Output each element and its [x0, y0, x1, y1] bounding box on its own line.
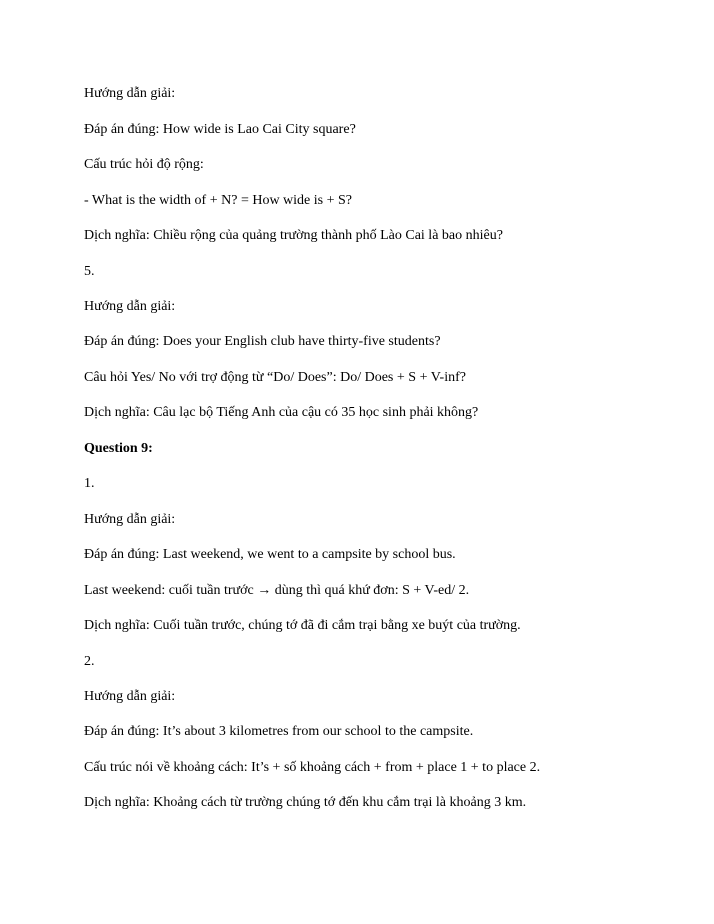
guide-heading: Hướng dẫn giải:: [84, 86, 176, 101]
translation-line: Dịch nghĩa: Cuối tuần trước, chúng tớ đã đi cắm trại bằng xe buýt của trường.: [84, 618, 521, 633]
structure-line: Cấu trúc nói về khoảng cách: It’s + số khoảng cách + from + place 1 + to place 2.: [84, 760, 541, 775]
structure-line: Cấu trúc hỏi độ rộng:: [84, 157, 204, 172]
answer-line: Đáp án đúng: Does your English club have thirty-five students?: [84, 334, 441, 349]
structure-detail: - What is the width of + N? = How wide is + S?: [84, 193, 353, 208]
structure-line: Câu hỏi Yes/ No với trợ động từ “Do/ Does”: Do/ Does + S + V-inf?: [84, 370, 466, 385]
item-number: 5.: [84, 264, 95, 279]
translation-line: Dịch nghĩa: Khoảng cách từ trường chúng tớ đến khu cắm trại là khoảng 3 km.: [84, 795, 527, 810]
guide-heading: Hướng dẫn giải:: [84, 512, 176, 527]
guide-heading: Hướng dẫn giải:: [84, 689, 176, 704]
arrow-right-icon: →: [257, 583, 272, 598]
answer-line: Đáp án đúng: Last weekend, we went to a campsite by school bus.: [84, 547, 456, 562]
item-number: 2.: [84, 654, 95, 669]
answer-line: Đáp án đúng: It’s about 3 kilometres from our school to the campsite.: [84, 724, 474, 739]
item-number: 1.: [84, 476, 95, 491]
guide-heading: Hướng dẫn giải:: [84, 299, 176, 314]
question-heading: Question 9:: [84, 441, 153, 456]
translation-line: Dịch nghĩa: Chiều rộng của quảng trường thành phố Lào Cai là bao nhiêu?: [84, 228, 503, 243]
translation-line: Dịch nghĩa: Câu lạc bộ Tiếng Anh của cậu có 35 học sinh phải không?: [84, 405, 479, 420]
structure-text-after: dùng thì quá khứ đơn: S + V-ed/ 2.: [271, 583, 470, 598]
structure-line: [84, 582, 469, 600]
answer-line: Đáp án đúng: How wide is Lao Cai City square?: [84, 122, 356, 137]
structure-text-before: Last weekend: cuối tuần trước: [84, 583, 258, 598]
